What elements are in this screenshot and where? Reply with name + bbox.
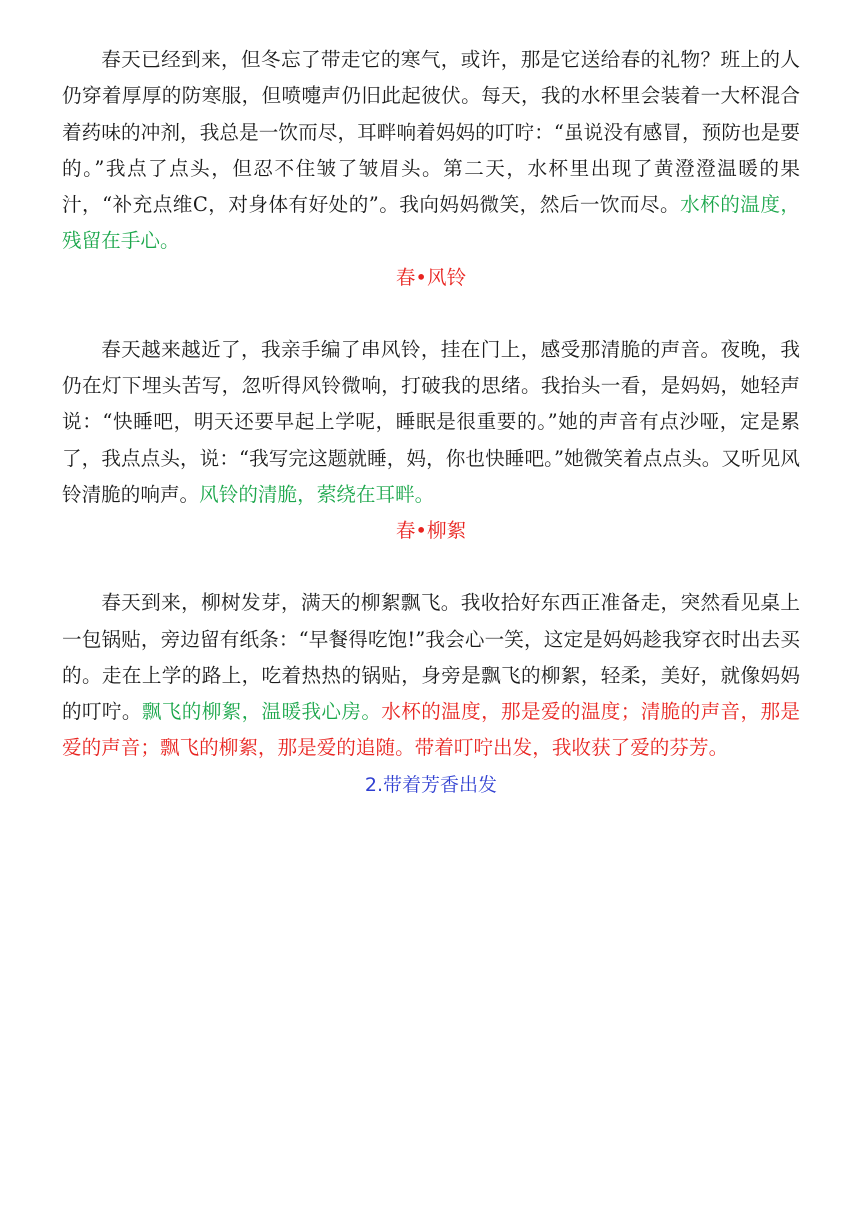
- section-heading-wind-chime: 春•风铃: [395, 265, 467, 289]
- paragraph-willow: [62, 585, 800, 766]
- green-highlight-text: 风铃的清脆，萦绕在耳畔。: [199, 482, 435, 506]
- red-conclusion-text: 水杯的温度，那是爱的温度；清脆的声音，那是爱的声音；飘飞的柳絮，那是爱的追随。带着叮咛出发，我收获了爱的芬芳。: [62, 700, 801, 760]
- paragraph-spring-cold: [62, 42, 800, 260]
- paragraph-text: 春天到来，柳树发芽，满天的柳絮飘飞。我收拾好东西正准备走，突然看见桌上一包锅贴，旁边留有纸条：“早餐得吃饱!”我会心一笑，这定是妈妈趁我穿衣时出去买的。走在上学的路上，吃着热热的锅贴，身旁是飘飞的柳絮，轻柔，美好，就像妈妈的叮咛。: [62, 591, 800, 724]
- paragraph-wind-chime: [62, 332, 800, 513]
- spacer: [62, 549, 800, 585]
- paragraph-text: 春天越来越近了，我亲手编了串风铃，挂在门上，感受那清脆的声音。夜晚，我仍在灯下埋头苦写，忽听得风铃微响，打破我的思绪。我抬头一看，是妈妈，她轻声说：“快睡吧，明天还要早起上学呢，睡眠是很重要的。”她的声音有点沙哑，定是累了，我点点头，说：“我写完这题就睡，妈，你也快睡吧。”她微笑着点点头。又听见风铃清脆的响声。: [62, 337, 800, 506]
- section-heading-willow: 春•柳絮: [395, 519, 467, 543]
- green-highlight-text: 水杯的温度，残留在手心。: [62, 193, 800, 253]
- document-page: [62, 42, 800, 803]
- paragraph-text: 春天已经到来，但冬忘了带走它的寒气，或许，那是它送给春的礼物？班上的人仍穿着厚厚的防寒服，但喷嚏声仍旧此起彼伏。每天，我的水杯里会装着一大杯混合着药味的冲剂，我总是一饮而尽，耳畔响着妈妈的叮咛：“虽说没有感冒，预防也是要的。”我点了点头，但忍不住皱了皱眉头。第二天，水杯里出现了黄澄澄温暖的果汁，“补充点维C，对身体有好处的”。我向妈妈微笑，然后一饮而尽。: [62, 48, 800, 217]
- next-section-heading: 2.带着芳香出发: [364, 773, 498, 796]
- spacer: [62, 296, 800, 332]
- green-highlight-text: 飘飞的柳絮，温暖我心房。: [141, 700, 382, 724]
